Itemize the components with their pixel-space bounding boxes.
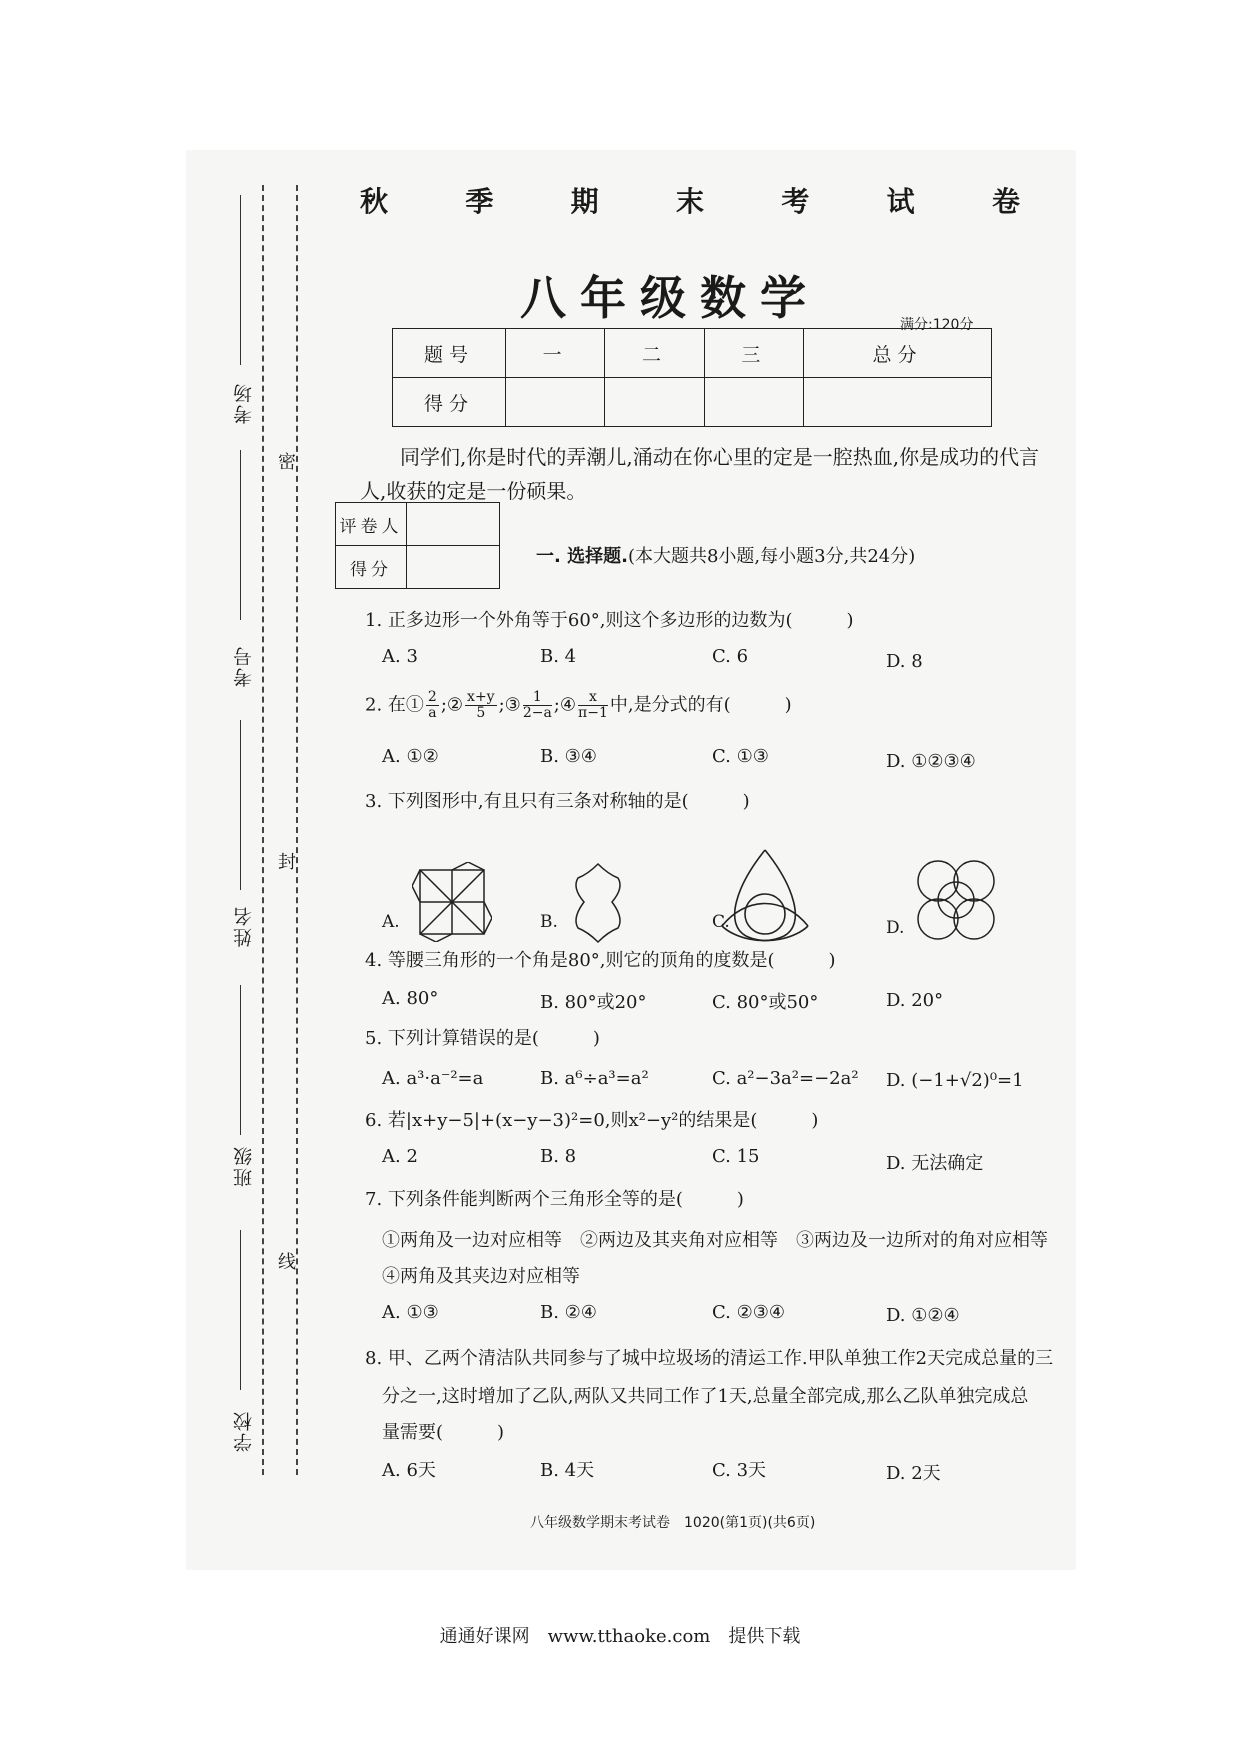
q4-option-d: D. 20° — [886, 990, 944, 1011]
q3-option-a: A. — [382, 912, 400, 932]
q2-option-d: D. ①②③④ — [886, 751, 976, 772]
question-1-stem: 1. 正多边形一个外角等于60°,则这个多边形的边数为( ) — [365, 610, 854, 631]
q3-option-d: D. — [886, 918, 905, 938]
q3-option-b: B. — [540, 912, 558, 932]
label-class: 班级 — [233, 1145, 255, 1187]
marker-3: ③ — [504, 694, 521, 716]
q7-option-c: C. ②③④ — [712, 1302, 785, 1323]
binding-line-inner — [296, 185, 298, 1475]
q4-option-a: A. 80° — [382, 988, 439, 1009]
question-5-stem: 5. 下列计算错误的是( ) — [365, 1028, 600, 1049]
question-6-stem: 6. 若|x+y−5|+(x−y−3)²=0,则x²−y²的结果是( ) — [365, 1110, 819, 1131]
q1-option-c: C. 6 — [712, 646, 749, 667]
binding-line-outer — [262, 185, 264, 1475]
grader-label: 评卷人 — [336, 503, 407, 546]
exam-series-title — [360, 180, 1020, 220]
q5-option-d: D. (−1+√2)⁰=1 — [886, 1070, 1024, 1091]
q2-prefix: 2. 在① — [365, 694, 424, 716]
q2-option-b: B. ③④ — [540, 746, 597, 767]
q8-option-d: D. 2天 — [886, 1463, 941, 1484]
question-3-stem: 3. 下列图形中,有且只有三条对称轴的是( ) — [365, 791, 750, 812]
score-cell — [605, 378, 704, 427]
q7-option-a: A. ①③ — [382, 1302, 439, 1323]
section-title: 一. 选择题. — [536, 546, 628, 567]
figure-b-curved-shape — [568, 862, 628, 944]
field-line-name — [240, 720, 241, 890]
fraction-2-den: 5 — [476, 705, 486, 721]
q7-option-b: B. ②④ — [540, 1302, 597, 1323]
fraction-3 — [523, 690, 552, 721]
q6-option-a: A. 2 — [382, 1146, 418, 1167]
field-line-exam-number — [240, 450, 241, 620]
q2-option-a: A. ①② — [382, 746, 439, 767]
fraction-1-den: a — [428, 705, 437, 721]
score-cell: 二 — [605, 329, 704, 378]
title-char: 试 — [886, 185, 915, 218]
q8-option-b: B. 4天 — [540, 1460, 595, 1481]
section-note: (本大题共8小题,每小题3分,共24分) — [627, 546, 916, 567]
title-char: 期 — [570, 185, 599, 218]
q8-option-a: A. 6天 — [382, 1460, 436, 1481]
question-4-stem: 4. 等腰三角形的一个角是80°,则它的顶角的度数是( ) — [365, 950, 836, 971]
q2-option-c: C. ①③ — [712, 746, 769, 767]
q6-option-d: D. 无法确定 — [886, 1153, 984, 1174]
score-cell: 总分 — [803, 329, 991, 378]
label-exam-number: 考号 — [233, 645, 255, 687]
grader-score-blank — [407, 546, 500, 589]
score-cell: 三 — [704, 329, 803, 378]
label-name: 姓名 — [233, 905, 255, 947]
score-cell: 得分 — [393, 378, 506, 427]
q1-option-d: D. 8 — [886, 651, 923, 672]
label-exam-room: 考场 — [233, 382, 255, 424]
score-cell — [803, 378, 991, 427]
field-line-exam-room — [240, 195, 241, 365]
grader-blank — [407, 503, 500, 546]
full-score: 满分:120分 — [900, 317, 974, 333]
fraction-2 — [465, 690, 497, 721]
figure-d-four-circles — [910, 855, 1002, 947]
score-cell — [704, 378, 803, 427]
question-7-conditions-1: ①两角及一边对应相等 ②两边及其夹角对应相等 ③两边及一边所对的角对应相等 — [382, 1230, 1048, 1251]
question-2-stem: 2. 在① $\frac{2}{a}$ ;② $\frac{x+y}{5}$ ;③ $\frac{1}{2-a}$ ;④ $\frac{x}{\pi-1}$ 中,是分式的有( ) — [365, 689, 792, 721]
q5-option-b: B. a⁶÷a³=a² — [540, 1068, 649, 1089]
q1-option-b: B. 4 — [540, 646, 577, 667]
title-char: 季 — [465, 185, 494, 218]
grader-box — [335, 502, 500, 589]
title-char: 卷 — [991, 185, 1020, 218]
label-school: 学校 — [233, 1410, 255, 1452]
subject-title: 八年级数学 — [520, 271, 820, 325]
score-cell: 一 — [506, 329, 605, 378]
figure-c-triquetra — [716, 846, 814, 944]
score-cell — [506, 378, 605, 427]
page-footer: 八年级数学期末考试卷 1020(第1页)(共6页) — [530, 1515, 816, 1531]
grader-score-label: 得分 — [336, 546, 407, 589]
marker-4: ④ — [559, 694, 577, 716]
fraction-1-num: 2 — [427, 689, 437, 705]
question-8-line-2: 分之一,这时增加了乙队,两队又共同工作了1天,总量全部完成,那么乙队单独完成总 — [382, 1386, 1029, 1407]
seal-char-feng: 封 — [278, 852, 296, 873]
fraction-4 — [578, 690, 608, 721]
q4-option-c: C. 80°或50° — [712, 992, 819, 1013]
fraction-4-num: x — [578, 690, 608, 706]
score-table — [392, 328, 992, 427]
q4-option-b: B. 80°或20° — [540, 992, 647, 1013]
q8-option-c: C. 3天 — [712, 1460, 767, 1481]
q2-suffix: 中,是分式的有( ) — [609, 694, 792, 716]
q5-option-a: A. a³·a⁻²=a — [382, 1068, 484, 1089]
fraction-3-num: 1 — [523, 690, 552, 706]
score-table-header-row — [393, 329, 992, 378]
field-line-class — [240, 985, 241, 1135]
q7-option-d: D. ①②④ — [886, 1305, 960, 1326]
fraction-1 — [426, 690, 439, 721]
title-char: 秋 — [360, 185, 389, 218]
question-8-stem: 8. 甲、乙两个清洁队共同参与了城中垃圾场的清运工作.甲队单独工作2天完成总量的三 — [365, 1348, 1054, 1369]
seal-char-mi: 密 — [278, 452, 296, 473]
title-char: 考 — [781, 185, 810, 218]
fraction-3-den: 2−a — [522, 705, 552, 721]
score-cell: 题号 — [393, 329, 506, 378]
fraction-2-num: x+y — [467, 689, 495, 705]
fraction-4-den: π−1 — [578, 705, 608, 721]
intro-paragraph: 同学们,你是时代的弄潮儿,涌动在你心里的定是一腔热血,你是成功的代言人,收获的定是一份硕果。 — [360, 445, 1040, 503]
q6-option-c: C. 15 — [712, 1146, 760, 1167]
question-7-stem: 7. 下列条件能判断两个三角形全等的是( ) — [365, 1189, 744, 1210]
q5-option-c: C. a²−3a²=−2a² — [712, 1068, 859, 1089]
download-watermark: 通通好课网 www.tthaoke.com 提供下载 — [439, 1626, 801, 1647]
q6-option-b: B. 8 — [540, 1146, 577, 1167]
question-8-line-3: 量需要( ) — [382, 1422, 505, 1443]
question-7-conditions-2: ④两角及其夹边对应相等 — [382, 1266, 580, 1287]
q3-option-c: C. — [712, 912, 730, 932]
field-line-school — [240, 1230, 241, 1390]
marker-2: ② — [446, 694, 464, 716]
q1-option-a: A. 3 — [382, 646, 418, 667]
score-table-score-row — [393, 378, 992, 427]
title-char: 末 — [675, 185, 704, 218]
section-heading — [536, 542, 915, 568]
seal-char-xian: 线 — [278, 1252, 296, 1273]
figure-a-pinwheel — [412, 862, 492, 942]
